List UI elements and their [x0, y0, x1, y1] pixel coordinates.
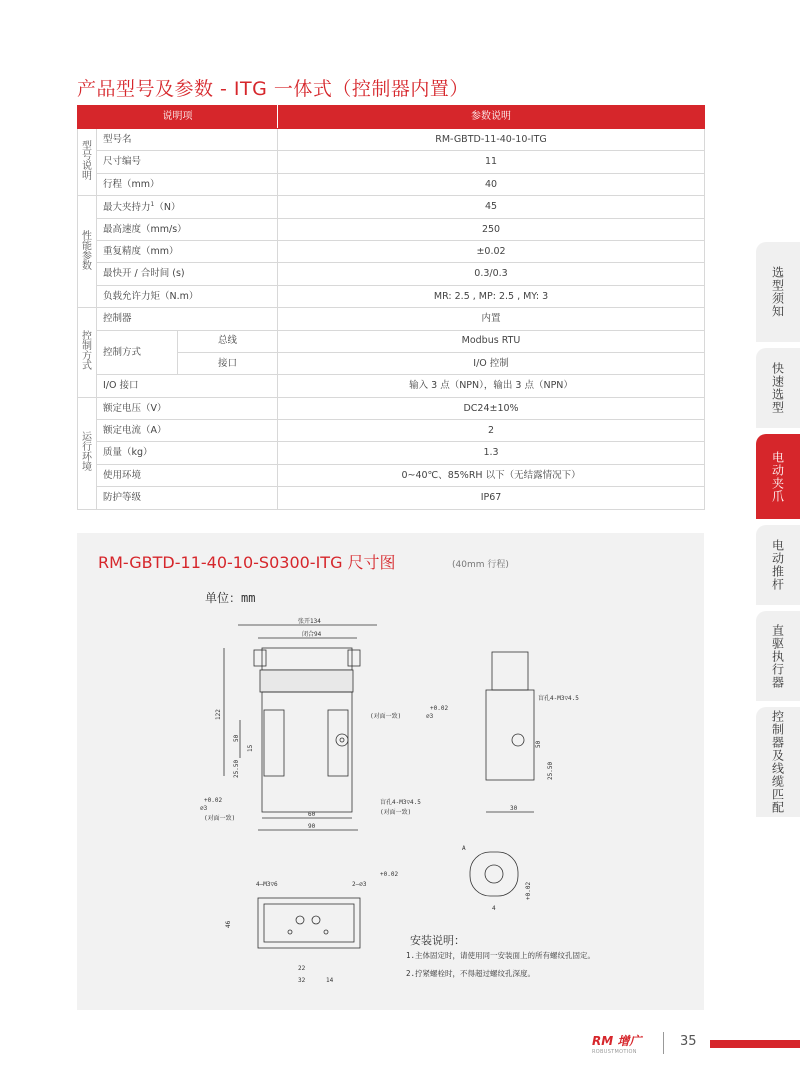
install-note-1: 1.主体固定时，请使用同一安装面上的所有螺纹孔固定。 — [406, 951, 596, 960]
header-value: 参数说明 — [278, 106, 705, 129]
detail-a-view — [462, 845, 532, 912]
group-label: 控制方式 — [78, 308, 97, 398]
row-name: 最大夹持力$^1$（N） — [97, 196, 278, 218]
row-name: 控制器 — [97, 308, 278, 330]
dim-46: 46 — [225, 920, 232, 928]
row-name: 防护等级 — [97, 487, 278, 509]
dim-25-5: 25.50 — [233, 759, 240, 778]
table-row — [78, 196, 705, 218]
spec-table — [77, 105, 705, 510]
table-header-row — [78, 106, 705, 129]
tab-selection-guide[interactable]: 选型须知 — [756, 242, 800, 342]
row-name: 额定电压（V） — [97, 397, 278, 419]
footnote-mark: 1 — [150, 200, 155, 208]
dim-25-5-side: 25.50 — [547, 761, 554, 780]
row-value: RM-GBTD-11-40-10-ITG — [278, 129, 705, 151]
table-row — [78, 464, 705, 486]
dim-pin-side: ⌀3 — [426, 713, 434, 720]
row-name: 额定电流（A） — [97, 420, 278, 442]
dim-thread: 盲孔4-M3▽4.5 — [380, 799, 421, 806]
dim-opp: (对面一致) — [204, 815, 236, 822]
brand-text: RM 增广 — [592, 1034, 642, 1048]
row-value: 0.3/0.3 — [278, 263, 705, 285]
drawing-title: RM-GBTD-11-40-10-S0300-ITG 尺寸图 — [98, 553, 396, 572]
table-row — [78, 240, 705, 262]
brand-logo — [592, 1032, 641, 1055]
tab-electric-actuator[interactable]: 电动推杆 — [756, 525, 800, 605]
dim-open: 张开134 — [298, 618, 321, 625]
tab-controller-cables[interactable]: 控制器及线缆匹配 — [756, 707, 800, 817]
table-row — [78, 173, 705, 195]
dim-14: 14 — [326, 977, 334, 984]
table-row — [78, 218, 705, 240]
row-name: 最高速度（mm/s） — [97, 218, 278, 240]
row-name: 尺寸编号 — [97, 151, 278, 173]
dim-50: 50 — [233, 734, 240, 742]
table-row — [78, 487, 705, 509]
dim-m3x6: 4—M3▽6 — [256, 881, 278, 888]
dim-tol-bottom: +0.02 — [380, 871, 399, 878]
row-name: 型号名 — [97, 129, 278, 151]
dim-60: 60 — [308, 811, 316, 818]
group-label: 运行环境 — [78, 397, 97, 509]
row-value: 2 — [278, 420, 705, 442]
bottom-view — [225, 871, 398, 984]
dim-15: 15 — [247, 744, 254, 752]
side-view — [426, 652, 579, 812]
row-value: 输入 3 点（NPN），输出 3 点（NPN） — [278, 375, 705, 397]
brand-subtext: ROBUSTMOTION — [592, 1049, 637, 1055]
table-row — [78, 263, 705, 285]
dim-h122: 122 — [215, 709, 222, 720]
drawing-note: (40mm 行程) — [452, 560, 509, 570]
group-label: 型号说明 — [78, 129, 97, 196]
row-value: 1.3 — [278, 442, 705, 464]
dim-4: 4 — [492, 905, 496, 912]
row-value: 内置 — [278, 308, 705, 330]
row-name: 使用环境 — [97, 464, 278, 486]
footer-separator — [663, 1032, 664, 1054]
dim-opp-3: (对面一致) — [370, 713, 402, 720]
row-name: 控制方式 — [97, 330, 178, 375]
table-row — [78, 285, 705, 307]
row-value: IP67 — [278, 487, 705, 509]
table-row — [78, 129, 705, 151]
row-name: 质量（kg） — [97, 442, 278, 464]
table-row — [78, 375, 705, 397]
tab-electric-gripper[interactable]: 电动夹爪 — [756, 434, 800, 519]
tab-direct-drive[interactable]: 直驱执行器 — [756, 611, 800, 701]
unit-label: 单位：mm — [205, 591, 256, 605]
dim-50-side: 50 — [535, 740, 542, 748]
dim-32: 32 — [298, 977, 306, 984]
dim-thread-side: 盲孔4-M3▽4.5 — [538, 695, 579, 702]
dim-pin2: 2—⌀3 — [352, 881, 367, 888]
tab-quick-selection[interactable]: 快速选型 — [756, 348, 800, 428]
table-row — [78, 442, 705, 464]
row-value: 11 — [278, 151, 705, 173]
row-name: 最快开 / 合时间 (s) — [97, 263, 278, 285]
group-label: 性能参数 — [78, 196, 97, 308]
row-value: 40 — [278, 173, 705, 195]
row-value: MR: 2.5 , MP: 2.5 , MY: 3 — [278, 285, 705, 307]
row-value: 0~40℃、85%RH 以下（无结露情况下） — [278, 464, 705, 486]
dim-90: 90 — [308, 823, 316, 830]
header-item: 说明项 — [78, 106, 278, 129]
table-row — [78, 151, 705, 173]
dim-tol-a: +0.02 — [525, 881, 532, 900]
dim-30: 30 — [510, 805, 518, 812]
dim-pin: ⌀3 — [200, 805, 208, 812]
table-row — [78, 397, 705, 419]
dim-tol: +0.02 — [204, 797, 223, 804]
table-row — [78, 308, 705, 330]
row-value: ±0.02 — [278, 240, 705, 262]
dim-22: 22 — [298, 965, 306, 972]
row-name: 重复精度（mm） — [97, 240, 278, 262]
dim-tol-side: +0.02 — [430, 705, 449, 712]
row-name: 行程（mm） — [97, 173, 278, 195]
table-row — [78, 420, 705, 442]
row-value: 250 — [278, 218, 705, 240]
table-row — [78, 330, 705, 352]
row-value: 45 — [278, 196, 705, 218]
detail-a-label: A — [462, 845, 466, 852]
section-sidebar — [756, 242, 800, 823]
dim-opp-2: (对面一致) — [380, 809, 412, 816]
row-subname: 接口 — [178, 352, 278, 374]
install-title: 安装说明： — [410, 934, 465, 947]
dimension-drawing — [180, 580, 600, 1000]
page-title: 产品型号及参数 - ITG 一体式（控制器内置） — [77, 78, 469, 100]
row-name: 负载允许力矩（N.m） — [97, 285, 278, 307]
row-subname: 总线 — [178, 330, 278, 352]
footer-accent-bar — [710, 1040, 800, 1048]
row-value: Modbus RTU — [278, 330, 705, 352]
install-note-2: 2.拧紧螺栓时，不得超过螺纹孔深度。 — [406, 969, 536, 978]
dim-closed: 闭合94 — [302, 631, 322, 638]
row-name: I/O 接口 — [97, 375, 278, 397]
page-number: 35 — [680, 1034, 697, 1049]
front-view — [200, 617, 421, 830]
row-value: DC24±10% — [278, 397, 705, 419]
row-value: I/O 控制 — [278, 352, 705, 374]
